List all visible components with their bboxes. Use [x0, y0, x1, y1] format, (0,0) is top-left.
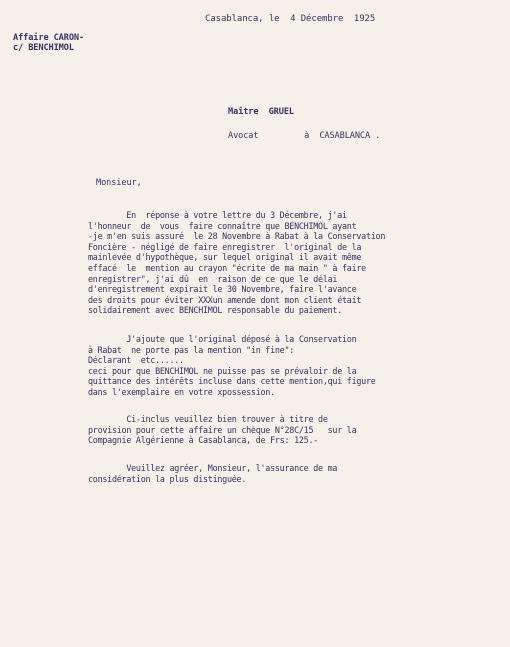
text-line: à Rabat ne porte pas la mention "in fine": [88, 344, 295, 355]
text-line: ceci pour que BENCHIMOL ne puisse pas se prévaloir de la [88, 365, 357, 376]
text-line: mainlevée d'hypothèque, sur lequel original il avait même [88, 252, 362, 263]
text-line: dans l'exemplaire en votre xpossession. [88, 386, 275, 397]
affair-reference-line-1: Affaire CARON- [13, 33, 85, 43]
text-line: solidairement avec BENCHIMOL responsable du paiement. [88, 305, 342, 316]
salutation: Monsieur, [96, 178, 142, 188]
text-line: Ci-inclus veuillez bien trouver à titre de [88, 414, 328, 424]
text-line: Déclarant etc...... [88, 355, 184, 366]
text-line: quittance des intérêts incluse dans cette mention,qui figure [88, 376, 376, 387]
body-paragraph-3 [88, 414, 356, 446]
text-line: Compagnie Algérienne à Casablanca, de Frs: 125.- [88, 435, 319, 446]
recipient-title: Avocat à CASABLANCA . [228, 131, 381, 141]
date-line: Casablanca, le 4 Décembre 1925 [205, 14, 376, 24]
text-line: En réponse à votre lettre du 3 Décembre, j'ai [88, 210, 347, 220]
text-line: considération la plus distinguée. [88, 473, 247, 484]
affair-reference-line-2: c/ BENCHIMOL [13, 43, 74, 53]
text-line: provision pour cette affaire un chèque N°28C/15 sur la [88, 424, 357, 435]
text-line: Veuillez agréer, Monsieur, l'assurance de ma [88, 463, 338, 473]
text-line: J'ajoute que l'original déposé à la Conservation [88, 334, 357, 344]
recipient-name: Maître GRUEL [228, 107, 294, 117]
body-paragraph-1 [88, 210, 385, 316]
body-paragraph-2 [88, 334, 376, 398]
text-line: des droits pour éviter XXXun amende dont mon client était [88, 294, 362, 305]
text-line: effacé le mention au crayon "écrite de ma main " à faire [88, 262, 366, 273]
text-line: -je m'en suis assuré le 28 Novembre à Rabat à la Conservation [88, 231, 386, 242]
text-line: l'honneur de vous faire connaître que BENCHIMOL ayant [88, 220, 357, 231]
text-line: Foncière - négligé de faire enregistrer l'original de la [88, 241, 362, 252]
text-line: d'enregistrement expirait le 30 Novembre, faire l'avance [88, 284, 357, 295]
text-line: enregistrer", j'ai dû en raison de ce que le délai [88, 273, 338, 284]
closing-paragraph [88, 463, 337, 484]
